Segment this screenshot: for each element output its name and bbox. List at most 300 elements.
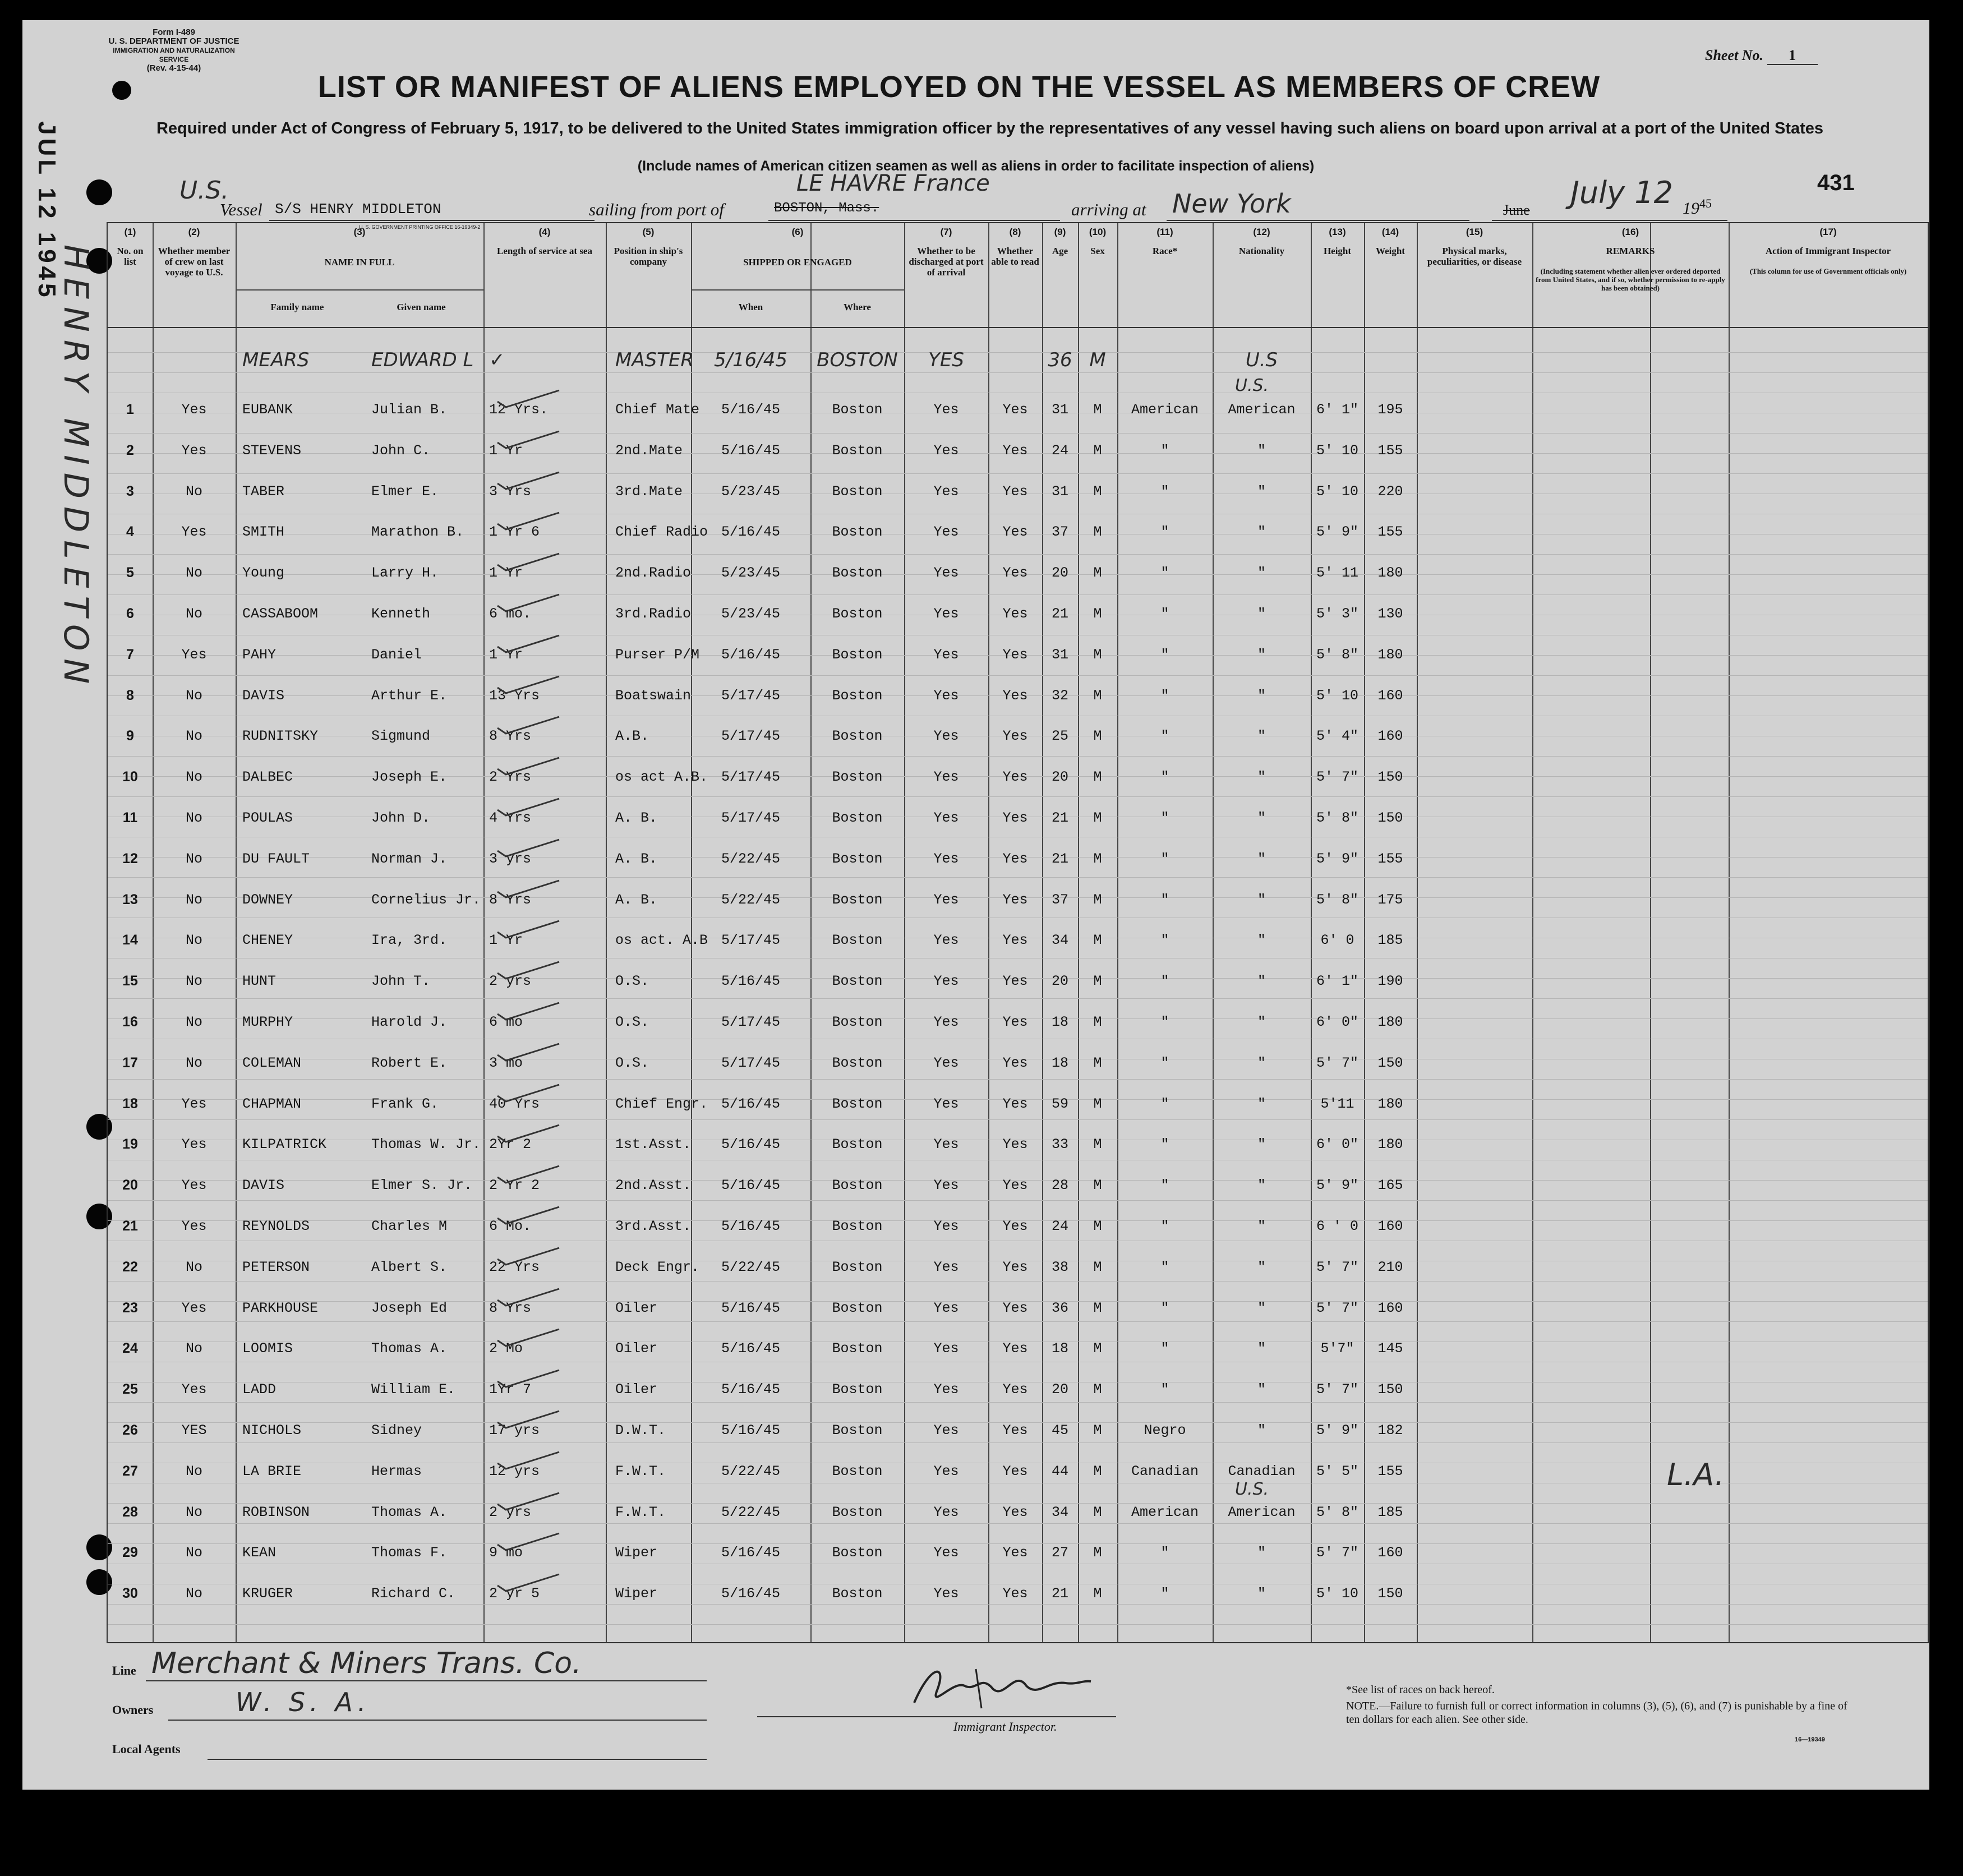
cell-height: 5' 8" <box>1316 1504 1358 1520</box>
column-number: (5) <box>642 227 655 237</box>
cell-no: 26 <box>122 1422 138 1438</box>
cell-position: 2nd.Asst. <box>615 1177 692 1193</box>
cell-when: 5/23/45 <box>721 565 781 581</box>
check-mark-icon <box>495 796 562 819</box>
cell-given: Ira, 3rd. <box>371 932 448 948</box>
cell-weight: 180 <box>1377 1096 1403 1112</box>
cell-sex: M <box>1093 402 1102 418</box>
cell-height: 5' 8" <box>1316 810 1358 826</box>
cell-age: 31 <box>1051 402 1068 418</box>
cell-age: 27 <box>1051 1545 1068 1561</box>
cell-service: 2 Mo <box>489 1340 523 1357</box>
column-header: Length of service at sea <box>497 246 592 256</box>
check-mark-icon <box>495 1246 562 1268</box>
table-row <box>108 637 1928 677</box>
cell-position: A. B. <box>615 892 658 908</box>
printer-line: U. S. GOVERNMENT PRINTING OFFICE 16-19349-2 <box>359 224 481 230</box>
cell-disch: Yes <box>933 932 959 948</box>
cell-where: Boston <box>832 1463 883 1479</box>
cell-nat: Canadian <box>1228 1463 1296 1479</box>
cell-sex: M <box>1093 483 1102 500</box>
cell-last: Yes <box>181 1177 207 1193</box>
column-number: (15) <box>1466 227 1483 237</box>
cell-read: Yes <box>1002 647 1028 663</box>
subheader-divider <box>691 289 904 291</box>
page-title: LIST OR MANIFEST OF ALIENS EMPLOYED ON THE VESSEL AS MEMBERS OF CREW <box>317 70 1601 104</box>
column-header: Nationality <box>1238 246 1285 256</box>
cell-weight: 160 <box>1377 688 1403 704</box>
form-identifier <box>107 28 241 73</box>
cell-race: Canadian <box>1131 1463 1199 1479</box>
cell-sex: M <box>1093 1463 1102 1479</box>
cell-given: EDWARD L <box>371 349 474 371</box>
owners-label: Owners <box>112 1703 154 1717</box>
cell-nat: U.S <box>1245 349 1278 371</box>
cell-weight: 160 <box>1377 1218 1403 1234</box>
cell-height: 5' 10 <box>1316 483 1358 500</box>
cell-race: " <box>1160 1340 1169 1357</box>
sheet-label: Sheet No. <box>1705 47 1763 63</box>
cell-no: 27 <box>122 1463 138 1479</box>
cell-nat: " <box>1257 1422 1266 1439</box>
cell-sex: M <box>1093 1585 1102 1602</box>
cell-nat: " <box>1257 606 1266 622</box>
column-number: (1) <box>124 227 136 237</box>
cell-weight: 155 <box>1377 443 1403 459</box>
cell-service: 12 yrs <box>489 1463 540 1479</box>
header-divider <box>108 327 1928 328</box>
cell-no: 23 <box>122 1300 138 1316</box>
table-row <box>108 759 1928 799</box>
cell-service: 4 Yrs <box>489 810 532 826</box>
check-mark-icon <box>495 510 562 533</box>
column-header: REMARKS <box>1606 246 1655 256</box>
cell-race: " <box>1160 892 1169 908</box>
column-number: (7) <box>940 227 952 237</box>
cell-sex: M <box>1093 1136 1102 1153</box>
agents-underline <box>208 1759 707 1760</box>
cell-position: F.W.T. <box>615 1504 666 1520</box>
cell-race: " <box>1160 973 1169 989</box>
cell-read: Yes <box>1002 1504 1028 1520</box>
cell-given: Thomas A. <box>371 1340 448 1357</box>
cell-disch: Yes <box>933 973 959 989</box>
cell-height: 5' 8" <box>1316 892 1358 908</box>
cell-disch: Yes <box>933 483 959 500</box>
cell-when: 5/23/45 <box>721 606 781 622</box>
cell-when: 5/16/45 <box>721 1340 781 1357</box>
us-mark: U.S. <box>179 176 229 205</box>
cell-age: 24 <box>1051 443 1068 459</box>
cell-given: Cornelius Jr. <box>371 892 481 908</box>
cell-position: Oiler <box>615 1381 658 1398</box>
cell-age: 21 <box>1051 851 1068 867</box>
inspector-signature <box>897 1658 1099 1720</box>
cell-position: 2nd.Mate <box>615 443 683 459</box>
cell-disch: Yes <box>933 892 959 908</box>
cell-read: Yes <box>1002 1381 1028 1398</box>
cell-position: 3rd.Asst. <box>615 1218 692 1234</box>
check-mark-icon <box>495 755 562 778</box>
check-mark-icon <box>495 388 562 411</box>
cell-last: No <box>185 483 202 500</box>
cell-read: Yes <box>1002 1422 1028 1439</box>
cell-disch: Yes <box>933 1177 959 1193</box>
cell-no: 25 <box>122 1381 138 1397</box>
table-row <box>108 1371 1928 1412</box>
cell-nat: " <box>1257 1055 1266 1071</box>
cell-given: Elmer E. <box>371 483 439 500</box>
cell-given: Daniel <box>371 647 422 663</box>
arriving-label: arriving at <box>1071 200 1146 219</box>
cell-given: John T. <box>371 973 431 989</box>
cell-family: PAHY <box>242 647 277 663</box>
cell-sex: M <box>1093 1545 1102 1561</box>
cell-race: " <box>1160 769 1169 785</box>
cell-disch: Yes <box>933 728 959 744</box>
cell-sex: M <box>1093 810 1102 826</box>
cell-weight: 182 <box>1377 1422 1403 1439</box>
check-mark-icon <box>495 715 562 737</box>
cell-last: No <box>185 1340 202 1357</box>
cell-given: Kenneth <box>371 606 431 622</box>
cell-read: Yes <box>1002 1096 1028 1112</box>
table-row <box>108 1249 1928 1289</box>
cell-last: No <box>185 606 202 622</box>
cell-where: Boston <box>832 769 883 785</box>
table-row <box>108 391 1928 432</box>
cell-no: 28 <box>122 1504 138 1520</box>
cell-race: " <box>1160 606 1169 622</box>
cell-race: " <box>1160 851 1169 867</box>
cell-age: 45 <box>1051 1422 1068 1439</box>
cell-age: 44 <box>1051 1463 1068 1479</box>
cell-weight: 155 <box>1377 1463 1403 1479</box>
cell-no: 20 <box>122 1177 138 1193</box>
cell-race: " <box>1160 1585 1169 1602</box>
cell-when: 5/16/45 <box>721 1381 781 1398</box>
cell-sex: M <box>1093 1055 1102 1071</box>
cell-when: 5/16/45 <box>721 1136 781 1153</box>
cell-age: 21 <box>1051 606 1068 622</box>
cell-weight: 180 <box>1377 1136 1403 1153</box>
cell-disch: Yes <box>933 647 959 663</box>
cell-disch: Yes <box>933 1136 959 1153</box>
cell-service: 2 yr 5 <box>489 1585 540 1602</box>
cell-read: Yes <box>1002 810 1028 826</box>
column-subheader: (This column for use of Government officials only) <box>1749 267 1907 275</box>
cell-nat: American <box>1228 402 1296 418</box>
cell-given: Thomas A. <box>371 1504 448 1520</box>
check-mark-icon <box>495 878 562 901</box>
cell-no: 3 <box>126 483 134 499</box>
check-mark-icon <box>495 1450 562 1472</box>
cell-last: Yes <box>181 1096 207 1112</box>
cell-family: DAVIS <box>242 688 285 704</box>
check-mark-icon <box>495 1572 562 1594</box>
cell-read: Yes <box>1002 402 1028 418</box>
cell-read: Yes <box>1002 483 1028 500</box>
cell-age: 37 <box>1051 524 1068 540</box>
cell-nat: " <box>1257 769 1266 785</box>
column-header: SHIPPED OR ENGAGED <box>743 257 852 268</box>
date-handwritten: July 12 <box>1570 175 1673 210</box>
cell-position: O.S. <box>615 1055 649 1071</box>
check-mark-icon <box>495 960 562 982</box>
cell-age: 18 <box>1051 1014 1068 1030</box>
cell-nat: " <box>1257 647 1266 663</box>
cell-where: Boston <box>832 483 883 500</box>
cell-service: 1 Yr <box>489 443 523 459</box>
form-code: 16—19349 <box>1795 1736 1825 1743</box>
cell-age: 20 <box>1051 973 1068 989</box>
cell-service: 12 Yrs. <box>489 402 549 418</box>
cell-given: Sigmund <box>371 728 431 744</box>
table-row <box>108 841 1928 881</box>
page-subtitle: Required under Act of Congress of February 5, 1917, to be delivered to the United States immigration officer by the representatives of any vessel having such aliens on board upon arrival at a port of the United States <box>156 119 1824 137</box>
cell-service: 40 Yrs <box>489 1096 540 1112</box>
cell-where: Boston <box>832 1259 883 1275</box>
cell-where: BOSTON <box>817 349 898 371</box>
table-row <box>108 1045 1928 1085</box>
vessel-name-handwritten: HENRY MIDDLETON <box>56 245 95 692</box>
cell-where: Boston <box>832 1504 883 1520</box>
cell-no: 13 <box>122 892 138 907</box>
inspector-underline <box>757 1716 1116 1717</box>
column-header: Position in ship's company <box>614 246 683 267</box>
cell-position: Chief Mate <box>615 402 700 418</box>
form-service: IMMIGRATION AND NATURALIZATION SERVICE <box>113 47 235 63</box>
cell-when: 5/16/45 <box>721 1096 781 1112</box>
cell-service: 3 yrs <box>489 851 532 867</box>
cell-family: STEVENS <box>242 443 302 459</box>
cell-sex: M <box>1093 647 1102 663</box>
cell-where: Boston <box>832 647 883 663</box>
cell-position: MASTER <box>615 349 694 371</box>
cell-weight: 160 <box>1377 1545 1403 1561</box>
check-mark-icon <box>495 551 562 574</box>
cell-nat: " <box>1257 1300 1266 1316</box>
check-mark-icon <box>495 1041 562 1064</box>
cell-family: HUNT <box>242 973 277 989</box>
cell-read: Yes <box>1002 728 1028 744</box>
cell-where: Boston <box>832 851 883 867</box>
cell-disch: Yes <box>933 524 959 540</box>
cell-weight: 210 <box>1377 1259 1403 1275</box>
cell-given: Marathon B. <box>371 524 464 540</box>
year-field <box>1683 196 1712 218</box>
vessel-underline <box>269 220 595 221</box>
cell-given: Sidney <box>371 1422 422 1439</box>
cell-where: Boston <box>832 565 883 581</box>
cell-race: " <box>1160 728 1169 744</box>
cell-sex: M <box>1093 1014 1102 1030</box>
cell-family: RUDNITSKY <box>242 728 319 744</box>
cell-family: KILPATRICK <box>242 1136 327 1153</box>
table-row <box>108 963 1928 1003</box>
cell-disch: Yes <box>933 1422 959 1439</box>
cell-position: Purser P/M <box>615 647 700 663</box>
cell-where: Boston <box>832 892 883 908</box>
cell-given: Joseph E. <box>371 769 448 785</box>
cell-age: 33 <box>1051 1136 1068 1153</box>
cell-last: No <box>185 1585 202 1602</box>
cell-sex: M <box>1093 1504 1102 1520</box>
cell-age: 59 <box>1051 1096 1068 1112</box>
cell-race: " <box>1160 932 1169 948</box>
year-prefix: 19 <box>1683 199 1699 218</box>
cell-nat: " <box>1257 565 1266 581</box>
cell-last: No <box>185 728 202 744</box>
cell-height: 5' 10 <box>1316 688 1358 704</box>
cell-nat: " <box>1257 1259 1266 1275</box>
cell-last: No <box>185 565 202 581</box>
cell-sex: M <box>1093 1259 1102 1275</box>
cell-family: CASSABOOM <box>242 606 319 622</box>
local-agents-label: Local Agents <box>112 1742 181 1756</box>
cell-where: Boston <box>832 606 883 622</box>
cell-where: Boston <box>832 1055 883 1071</box>
cell-no: 17 <box>122 1055 138 1071</box>
cell-read: Yes <box>1002 851 1028 867</box>
cell-position: os act. A.B <box>615 932 708 948</box>
fine-note: NOTE.—Failure to furnish full or correct information in columns (3), (5), (6), and (7) is punishable by a fine of ten dollars for each alien. See other side. <box>1346 1700 1847 1726</box>
cell-age: 18 <box>1051 1340 1068 1357</box>
port-underline <box>768 220 1060 221</box>
table-row <box>108 1004 1928 1044</box>
check-mark-icon <box>495 1368 562 1390</box>
cell-family: MURPHY <box>242 1014 293 1030</box>
cell-disch: Yes <box>933 443 959 459</box>
table-row <box>108 1086 1928 1126</box>
column-number: (9) <box>1054 227 1066 237</box>
cell-service: 1 Yr <box>489 647 523 663</box>
cell-family: ROBINSON <box>242 1504 310 1520</box>
table-row <box>108 596 1928 636</box>
cell-last: No <box>185 1463 202 1479</box>
cell-last: Yes <box>181 443 207 459</box>
cell-nat: " <box>1257 1340 1266 1357</box>
table-row <box>108 1167 1928 1207</box>
cell-nat: " <box>1257 1545 1266 1561</box>
cell-read: Yes <box>1002 1259 1028 1275</box>
cell-weight: 130 <box>1377 606 1403 622</box>
column-header: Height <box>1323 246 1352 256</box>
cell-no: 10 <box>122 769 138 785</box>
sheet-value: 1 <box>1767 47 1818 65</box>
cell-nat: " <box>1257 443 1266 459</box>
cell-family: MEARS <box>242 349 310 371</box>
cell-height: 5' 9" <box>1316 1422 1358 1439</box>
cell-family: REYNOLDS <box>242 1218 310 1234</box>
check-mark-icon <box>495 1205 562 1227</box>
cell-race: American <box>1131 1504 1199 1520</box>
cell-weight: 220 <box>1377 483 1403 500</box>
cell-given: William E. <box>371 1381 456 1398</box>
cell-family: SMITH <box>242 524 285 540</box>
cell-no: 5 <box>126 565 134 580</box>
cell-where: Boston <box>832 1300 883 1316</box>
column-subheader: Where <box>844 302 871 312</box>
cell-race: " <box>1160 647 1169 663</box>
cell-read: Yes <box>1002 1055 1028 1071</box>
cell-no: 2 <box>126 443 134 458</box>
column-header: No. on list <box>117 246 144 267</box>
cell-where: Boston <box>832 1136 883 1153</box>
cell-sex: M <box>1093 1218 1102 1234</box>
cell-service: 2 yrs <box>489 1504 532 1520</box>
table-row <box>108 1534 1928 1575</box>
cell-age: 21 <box>1051 1585 1068 1602</box>
cell-age: 31 <box>1051 483 1068 500</box>
cell-read: Yes <box>1002 1545 1028 1561</box>
cell-position: Wiper <box>615 1545 658 1561</box>
cell-service: 3 Yrs <box>489 483 532 500</box>
cell-disch: Yes <box>933 565 959 581</box>
page-number: 431 <box>1817 170 1855 195</box>
cell-where: Boston <box>832 810 883 826</box>
master-row <box>108 345 1928 386</box>
cell-weight: 150 <box>1377 1055 1403 1071</box>
cell-position: A. B. <box>615 810 658 826</box>
cell-service: 2 Yrs <box>489 769 532 785</box>
column-number: (6) <box>791 227 804 237</box>
cell-height: 5'7" <box>1320 1340 1354 1357</box>
column-header: Age <box>1052 246 1068 256</box>
cell-height: 5' 10 <box>1316 443 1358 459</box>
cell-read: Yes <box>1002 606 1028 622</box>
cell-height: 5' 4" <box>1316 728 1358 744</box>
arriving-port: New York <box>1172 188 1291 219</box>
form-number: Form I-489 <box>153 27 195 37</box>
cell-height: 5' 9" <box>1316 851 1358 867</box>
cell-when: 5/17/45 <box>721 932 781 948</box>
cell-service: 1 Yr 6 <box>489 524 540 540</box>
cell-race: " <box>1160 1055 1169 1071</box>
inspector-label: Immigrant Inspector. <box>953 1720 1057 1734</box>
cell-family: LADD <box>242 1381 277 1398</box>
cell-position: Oiler <box>615 1340 658 1357</box>
table-row <box>108 432 1928 473</box>
cell-when: 5/16/45 <box>721 443 781 459</box>
column-header: Weight <box>1376 246 1405 256</box>
cell-disch: Yes <box>933 851 959 867</box>
cell-position: Oiler <box>615 1300 658 1316</box>
cell-last: Yes <box>181 1136 207 1153</box>
cell-given: Larry H. <box>371 565 439 581</box>
cell-when: 5/22/45 <box>721 851 781 867</box>
cell-sex: M <box>1093 1340 1102 1357</box>
arrival-underline <box>1167 220 1469 221</box>
cell-when: 5/16/45 <box>721 524 781 540</box>
cell-sex: M <box>1093 1096 1102 1112</box>
cell-service: 17 yrs <box>489 1422 540 1439</box>
cell-when: 5/16/45 <box>721 1585 781 1602</box>
cell-read: Yes <box>1002 769 1028 785</box>
cell-no: 18 <box>122 1096 138 1112</box>
cell-weight: 180 <box>1377 1014 1403 1030</box>
cell-age: 21 <box>1051 810 1068 826</box>
nationality-correction: U.S. <box>1235 1479 1269 1499</box>
check-mark-icon <box>495 1123 562 1145</box>
punch-hole <box>86 179 112 205</box>
vessel-label: Vessel <box>220 200 262 219</box>
cell-sex: M <box>1093 973 1102 989</box>
cell-where: Boston <box>832 688 883 704</box>
cell-read: Yes <box>1002 1218 1028 1234</box>
cell-given: Joseph Ed <box>371 1300 448 1316</box>
sailing-label: sailing from port of <box>589 200 724 219</box>
